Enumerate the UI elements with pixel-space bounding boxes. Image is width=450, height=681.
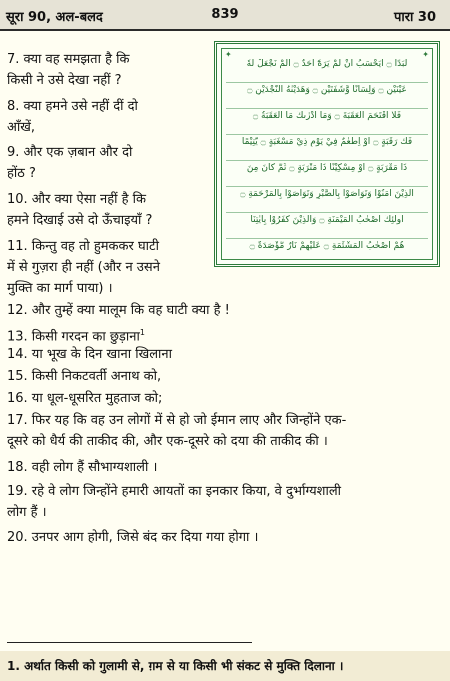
verse-11-line-3: मुक्ति का मार्ग पाया) । — [7, 281, 113, 296]
verse-17-line-2: दूसरे को धैर्य की ताकीद की, और एक-दूसरे को दया की ताकीद की । — [7, 434, 328, 449]
verse-10-line-1: 10. और क्या ऐसा नहीं है कि — [7, 192, 147, 207]
arabic-divider — [226, 212, 428, 213]
verse-20: 20. उनपर आग होगी, जिसे बंद कर दिया गया होगा । — [7, 530, 259, 545]
footnote: 1. अर्थात किसी को गुलामी से, ग़म से या किसी भी संकट से मुक्ति दिलाना । — [0, 651, 450, 681]
verse-8-line-2: आँखें, — [7, 120, 36, 135]
corner-ornament-icon: ✦ — [422, 50, 429, 59]
verse-16: 16. या धूल-धूसरित मुहताज को; — [7, 391, 163, 406]
arabic-line-2: عَيْنَيْنِ ۝ وَلِسَانًا وَّشَفَتَيْنِ ۝ وَهَدَيْنٰهُ النَّجْدَيْنِ ۝ — [247, 85, 407, 95]
arabic-divider — [226, 238, 428, 239]
verse-11-line-2: में से गुज़रा ही नहीं (और न उसने — [7, 260, 160, 275]
verse-14: 14. या भूख के दिन खाना खिलाना — [7, 347, 172, 362]
verse-19-line-2: लोग हैं । — [7, 505, 47, 520]
verse-11-line-1: 11. किन्तु वह तो हुमककर घाटी — [7, 239, 159, 254]
arabic-line-8: هُمْ اَصْحٰبُ الْمَشْئَمَةِ ۝ عَلَيْهِمْ نَارٌ مُّؤْصَدَةٌ ۝ — [249, 241, 405, 251]
page-number: 839 — [211, 7, 239, 22]
verse-17-line-1: 17. फिर यह कि वह उन लोगों में से हो जो ईमान लाए और जिन्होंने एक- — [7, 413, 347, 428]
arabic-divider — [226, 160, 428, 161]
surah-title: सूरा 90, अल-बलद — [6, 10, 103, 25]
verse-18: 18. वही लोग हैं सौभाग्यशाली । — [7, 460, 158, 475]
verse-15: 15. किसी निकटवर्ती अनाथ को, — [7, 369, 162, 384]
verse-9-line-1: 9. और एक ज़बान और दो — [7, 145, 133, 160]
verse-10-line-2: हमने दिखाई उसे दो ऊँचाइयाँ ? — [7, 213, 153, 228]
arabic-divider — [226, 108, 428, 109]
verse-13-text: 13. किसी गरदन का छुड़ाना — [7, 329, 140, 345]
verse-7-line-2: किसी ने उसे देखा नहीं ? — [7, 73, 122, 88]
arabic-divider — [226, 134, 428, 135]
arabic-line-3: فَلَا اقْتَحَمَ الْعَقَبَةَ ۝ وَمَآ اَدْرٰىكَ مَا الْعَقَبَةُ ۝ — [252, 111, 402, 121]
verse-19-line-1: 19. रहे वे लोग जिन्होंने हमारी आयतों का इनकार किया, वे दुर्भाग्यशाली — [7, 484, 342, 499]
arabic-text-panel — [214, 41, 440, 267]
arabic-line-4: فَكُّ رَقَبَةٍ ۝ اَوْ اِطْعٰمٌ فِيْ يَوْمٍ ذِيْ مَسْغَبَةٍ ۝ يَّتِيْمًا — [241, 137, 413, 147]
arabic-divider — [226, 82, 428, 83]
arabic-divider — [226, 186, 428, 187]
verse-7-line-1: 7. क्या वह समझता है कि — [7, 52, 130, 67]
para-number: पारा 30 — [393, 10, 436, 25]
arabic-line-5: ذَا مَقْرَبَةٍ ۝ اَوْ مِسْكِيْنًا ذَا مَتْرَبَةٍ ۝ ثُمَّ كَانَ مِنَ — [246, 163, 408, 173]
arabic-line-1: لَبَدًا ۝ اَيَحْسَبُ اَنْ لَّمْ يَرَهٗٓ اَحَدٌ ۝ اَلَمْ نَجْعَلْ لَّهٗ — [246, 59, 408, 69]
verse-12: 12. और तुम्हें क्या मालूम कि वह घाटी क्या है ! — [7, 303, 230, 318]
arabic-line-7: اُولٰٓئِكَ اَصْحٰبُ الْمَيْمَنَةِ ۝ وَالَّذِيْنَ كَفَرُوْا بِاٰيٰتِنَا — [250, 215, 404, 225]
footnote-divider — [7, 642, 252, 643]
arabic-frame — [221, 48, 433, 260]
verse-9-line-2: होंठ ? — [7, 166, 36, 181]
footnote-marker: 1 — [139, 328, 145, 337]
arabic-line-6: الَّذِيْنَ اٰمَنُوْا وَتَوَاصَوْا بِالصَّبْرِ وَتَوَاصَوْا بِالْمَرْحَمَةِ ۝ — [240, 189, 414, 199]
page-header — [0, 0, 450, 31]
corner-ornament-icon: ✦ — [225, 50, 232, 59]
verse-8-line-1: 8. क्या हमने उसे नहीं दीं दो — [7, 99, 138, 114]
